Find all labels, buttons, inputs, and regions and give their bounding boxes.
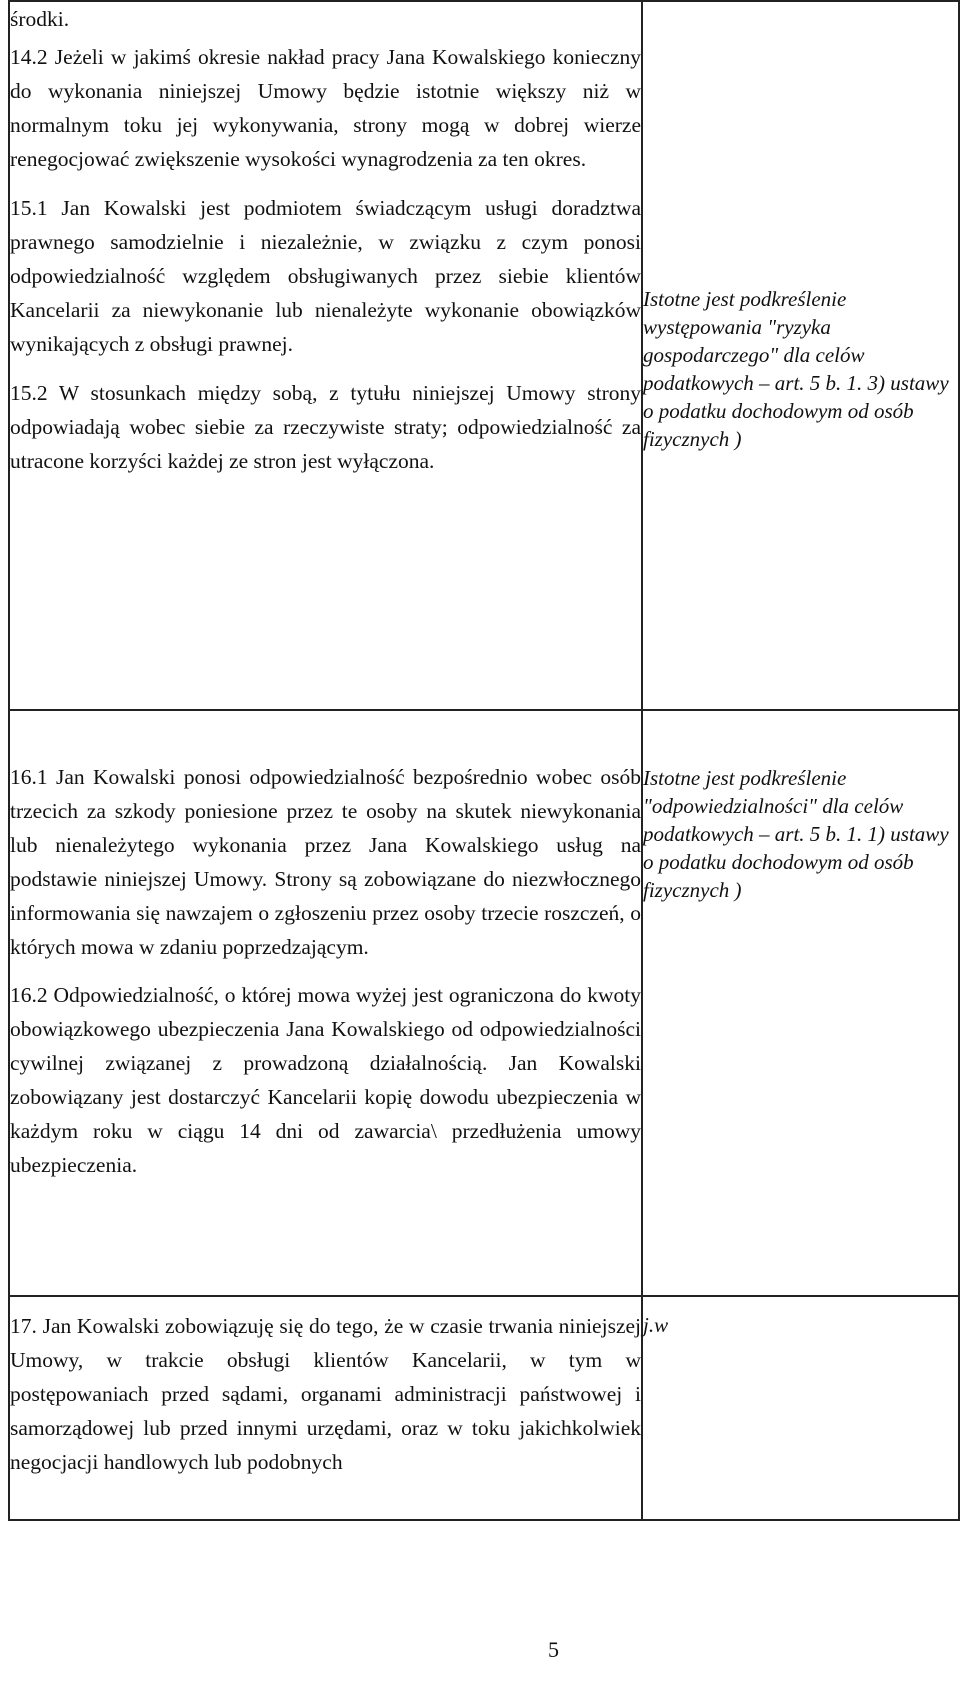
- note-odpowiedzialnosc: Istotne jest podkreślenie "odpowiedzialności" dla celów podatkowych – art. 5 b. 1. 1) ustawy o podatku dochodowym od osób fizycznych ): [643, 766, 949, 902]
- section-number: 17.: [10, 1314, 37, 1338]
- row3-note-cell: [642, 1296, 959, 1520]
- row1-note-cell: [642, 1, 959, 710]
- section-number: 16.1: [10, 765, 48, 789]
- paragraph-srodki: środki.: [10, 7, 70, 31]
- paragraph-17: 17. Jan Kowalski zobowiązuję się do tego, że w czasie trwania niniejszej Umowy, w trakcie obsługi klientów Kancelarii, w tym w postępowaniach przed sądami, organami administracji państwowej i samorządowej lub przed innymi urzędami, oraz w toku jakichkolwiek negocjacji handlowych lub podobnych: [10, 1314, 641, 1474]
- section-number: 15.2: [10, 381, 48, 405]
- table-row-1: [9, 1, 959, 710]
- page-number: 5: [548, 1637, 559, 1662]
- section-number: 14.2: [10, 45, 48, 69]
- table-row-3: [9, 1296, 959, 1520]
- row2-main-cell: [9, 710, 642, 1296]
- paragraph-14-2: 14.2 Jeżeli w jakimś okresie nakład pracy Jana Kowalskiego konieczny do wykonania niniejszej Umowy będzie istotnie większy niż w normalnym toku jej wykonywania, strony mogą w dobrej wierze renegocjować zwiększenie wysokości wynagrodzenia za ten okres.: [10, 45, 641, 171]
- row2-note-cell: [642, 710, 959, 1296]
- note-ryzyko-gospodarcze: Istotne jest podkreślenie występowania "ryzyka gospodarczego" dla celów podatkowych – art. 5 b. 1. 3) ustawy o podatku dochodowym od osób fizycznych ): [643, 287, 949, 451]
- table-row-2: [9, 710, 959, 1296]
- note-jw: j.w: [643, 1313, 669, 1337]
- row3-main-cell: [9, 1296, 642, 1520]
- paragraph-15-2: 15.2 W stosunkach między sobą, z tytułu niniejszej Umowy strony odpowiadają wobec siebie za rzeczywiste straty; odpowiedzialność za utracone korzyści każdej ze stron jest wyłączona.: [10, 381, 641, 473]
- paragraph-16-1: 16.1 Jan Kowalski ponosi odpowiedzialność bezpośrednio wobec osób trzecich za szkody poniesione przez te osoby na skutek niewykonania lub nienależytego wykonania przez Jana Kowalskiego usług na podstawie niniejszej Umowy. Strony są zobowiązane do niezwłocznego informowania się nawzajem o zgłoszeniu przez osoby trzecie roszczeń, o których mowa w zdaniu poprzedzającym.: [10, 765, 641, 959]
- paragraph-15-1: 15.1 Jan Kowalski jest podmiotem świadczącym usługi doradztwa prawnego samodzielnie i niezależnie, w związku z czym ponosi odpowiedzialność względem obsługiwanych przez siebie klientów Kancelarii za niewykonanie lub nienależyte wykonanie obowiązków wynikających z obsługi prawnej.: [10, 196, 641, 356]
- document-table: [8, 0, 960, 1521]
- row1-main-cell: [9, 1, 642, 710]
- section-number: 16.2: [10, 983, 48, 1007]
- paragraph-16-2: 16.2 Odpowiedzialność, o której mowa wyżej jest ograniczona do kwoty obowiązkowego ubezpieczenia Jana Kowalskiego od odpowiedzialności cywilnej związanej z prowadzoną działalnością. Jan Kowalski zobowiązany jest dostarczyć Kancelarii kopię dowodu ubezpieczenia w każdym roku w ciągu 14 dni od zawarcia\ przedłużenia umowy ubezpieczenia.: [10, 983, 641, 1177]
- section-number: 15.1: [10, 196, 48, 220]
